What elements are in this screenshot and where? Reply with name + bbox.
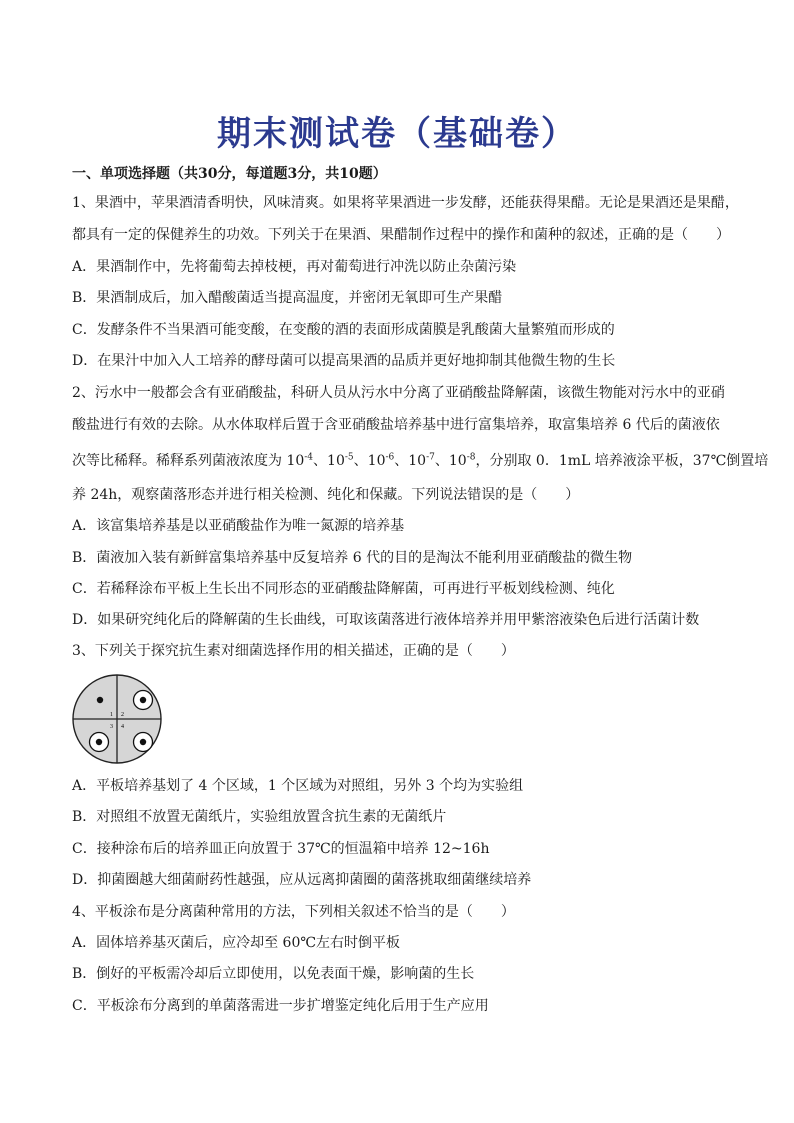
antibiotic-disk-3	[90, 733, 109, 752]
region-label-1: 1	[110, 712, 113, 718]
q2-option-b: B．菌液加入装有新鲜富集培养基中反复培养 6 代的目的是淘汰不能利用亚硝酸盐的微生物	[72, 550, 633, 566]
q4-option-a: A．固体培养基灭菌后，应冷却至 60℃左右时倒平板	[72, 935, 401, 951]
q3-option-c: C．接种涂布后的培养皿正向放置于 37℃的恒温箱中培养 12~16h	[72, 841, 490, 857]
section-heading: 一、单项选择题（共30分，每道题3分，共10题）	[72, 166, 387, 182]
region-label-3: 3	[110, 724, 113, 730]
region-label-4: 4	[121, 724, 124, 730]
q2-stem-line-4: 养 24h，观察菌落形态并进行相关检测、纯化和保藏。下列说法错误的是（ ）	[72, 487, 580, 503]
q1-stem-line-1: 1、果酒中，苹果酒清香明快，风味清爽。如果将苹果酒进一步发酵，还能获得果醋。无论是果酒还是果醋，	[72, 195, 739, 211]
q2-option-a: A．该富集培养基是以亚硝酸盐作为唯一氮源的培养基	[72, 518, 405, 534]
q4-stem: 4、平板涂布是分离菌种常用的方法，下列相关叙述不恰当的是（ ）	[72, 904, 515, 920]
q1-option-d: D．在果汁中加入人工培养的酵母菌可以提高果酒的品质并更好地抑制其他微生物的生长	[72, 353, 616, 369]
q1-option-c: C．发酵条件不当果酒可能变酸，在变酸的酒的表面形成菌膜是乳酸菌大量繁殖而形成的	[72, 322, 615, 338]
region-label-2: 2	[121, 712, 124, 718]
antibiotic-disk-2	[134, 691, 153, 710]
q3-option-d: D．抑菌圈越大细菌耐药性越强，应从远离抑菌圈的菌落挑取细菌继续培养	[72, 872, 532, 888]
page-title: 期末测试卷（基础卷）	[217, 114, 577, 154]
q2-option-d: D．如果研究纯化后的降解菌的生长曲线，可取该菌落进行液体培养并用甲紫溶液染色后进行活菌计数	[72, 612, 700, 628]
q1-stem-line-2: 都具有一定的保健养生的功效。下列关于在果酒、果醋制作过程中的操作和菌种的叙述，正确的是（ ）	[72, 227, 730, 243]
q2-stem-line-1: 2、污水中一般都会含有亚硝酸盐，科研人员从污水中分离了亚硝酸盐降解菌，该微生物能对污水中的亚硝	[72, 385, 725, 401]
q3-option-a: A．平板培养基划了 4 个区域，1 个区域为对照组，另外 3 个均为实验组	[72, 778, 524, 794]
q4-option-c: C．平板涂布分离到的单菌落需进一步扩增鉴定纯化后用于生产应用	[72, 998, 489, 1014]
q1-option-a: A．果酒制作中，先将葡萄去掉枝梗，再对葡萄进行冲洗以防止杂菌污染	[72, 259, 517, 275]
control-dot	[97, 697, 103, 703]
q2-option-c: C．若稀释涂布平板上生长出不同形态的亚硝酸盐降解菌，可再进行平板划线检测、纯化	[72, 581, 615, 597]
antibiotic-disk-4	[134, 733, 153, 752]
q2-stem-line-2: 酸盐进行有效的去除。从水体取样后置于含亚硝酸盐培养基中进行富集培养，取富集培养 6 代后的菌液依	[72, 417, 720, 433]
petri-dish-diagram	[72, 674, 164, 766]
q1-option-b: B．果酒制成后，加入醋酸菌适当提高温度，并密闭无氧即可生产果醋	[72, 290, 503, 306]
q4-option-b: B．倒好的平板需冷却后立即使用，以免表面干燥，影响菌的生长	[72, 966, 475, 982]
q3-stem: 3、下列关于探究抗生素对细菌选择作用的相关描述，正确的是（ ）	[72, 643, 515, 659]
q3-option-b: B．对照组不放置无菌纸片，实验组放置含抗生素的无菌纸片	[72, 809, 447, 825]
q2-stem-line-3: 次等比稀释。稀释系列菌液浓度为 $10^{-4}$、$10^{-5}$、$10^{-6}$、$10^{-7}$、$10^{-8}$，分别取 0．1mL 培养液涂平板，37℃倒置培	[72, 452, 769, 469]
